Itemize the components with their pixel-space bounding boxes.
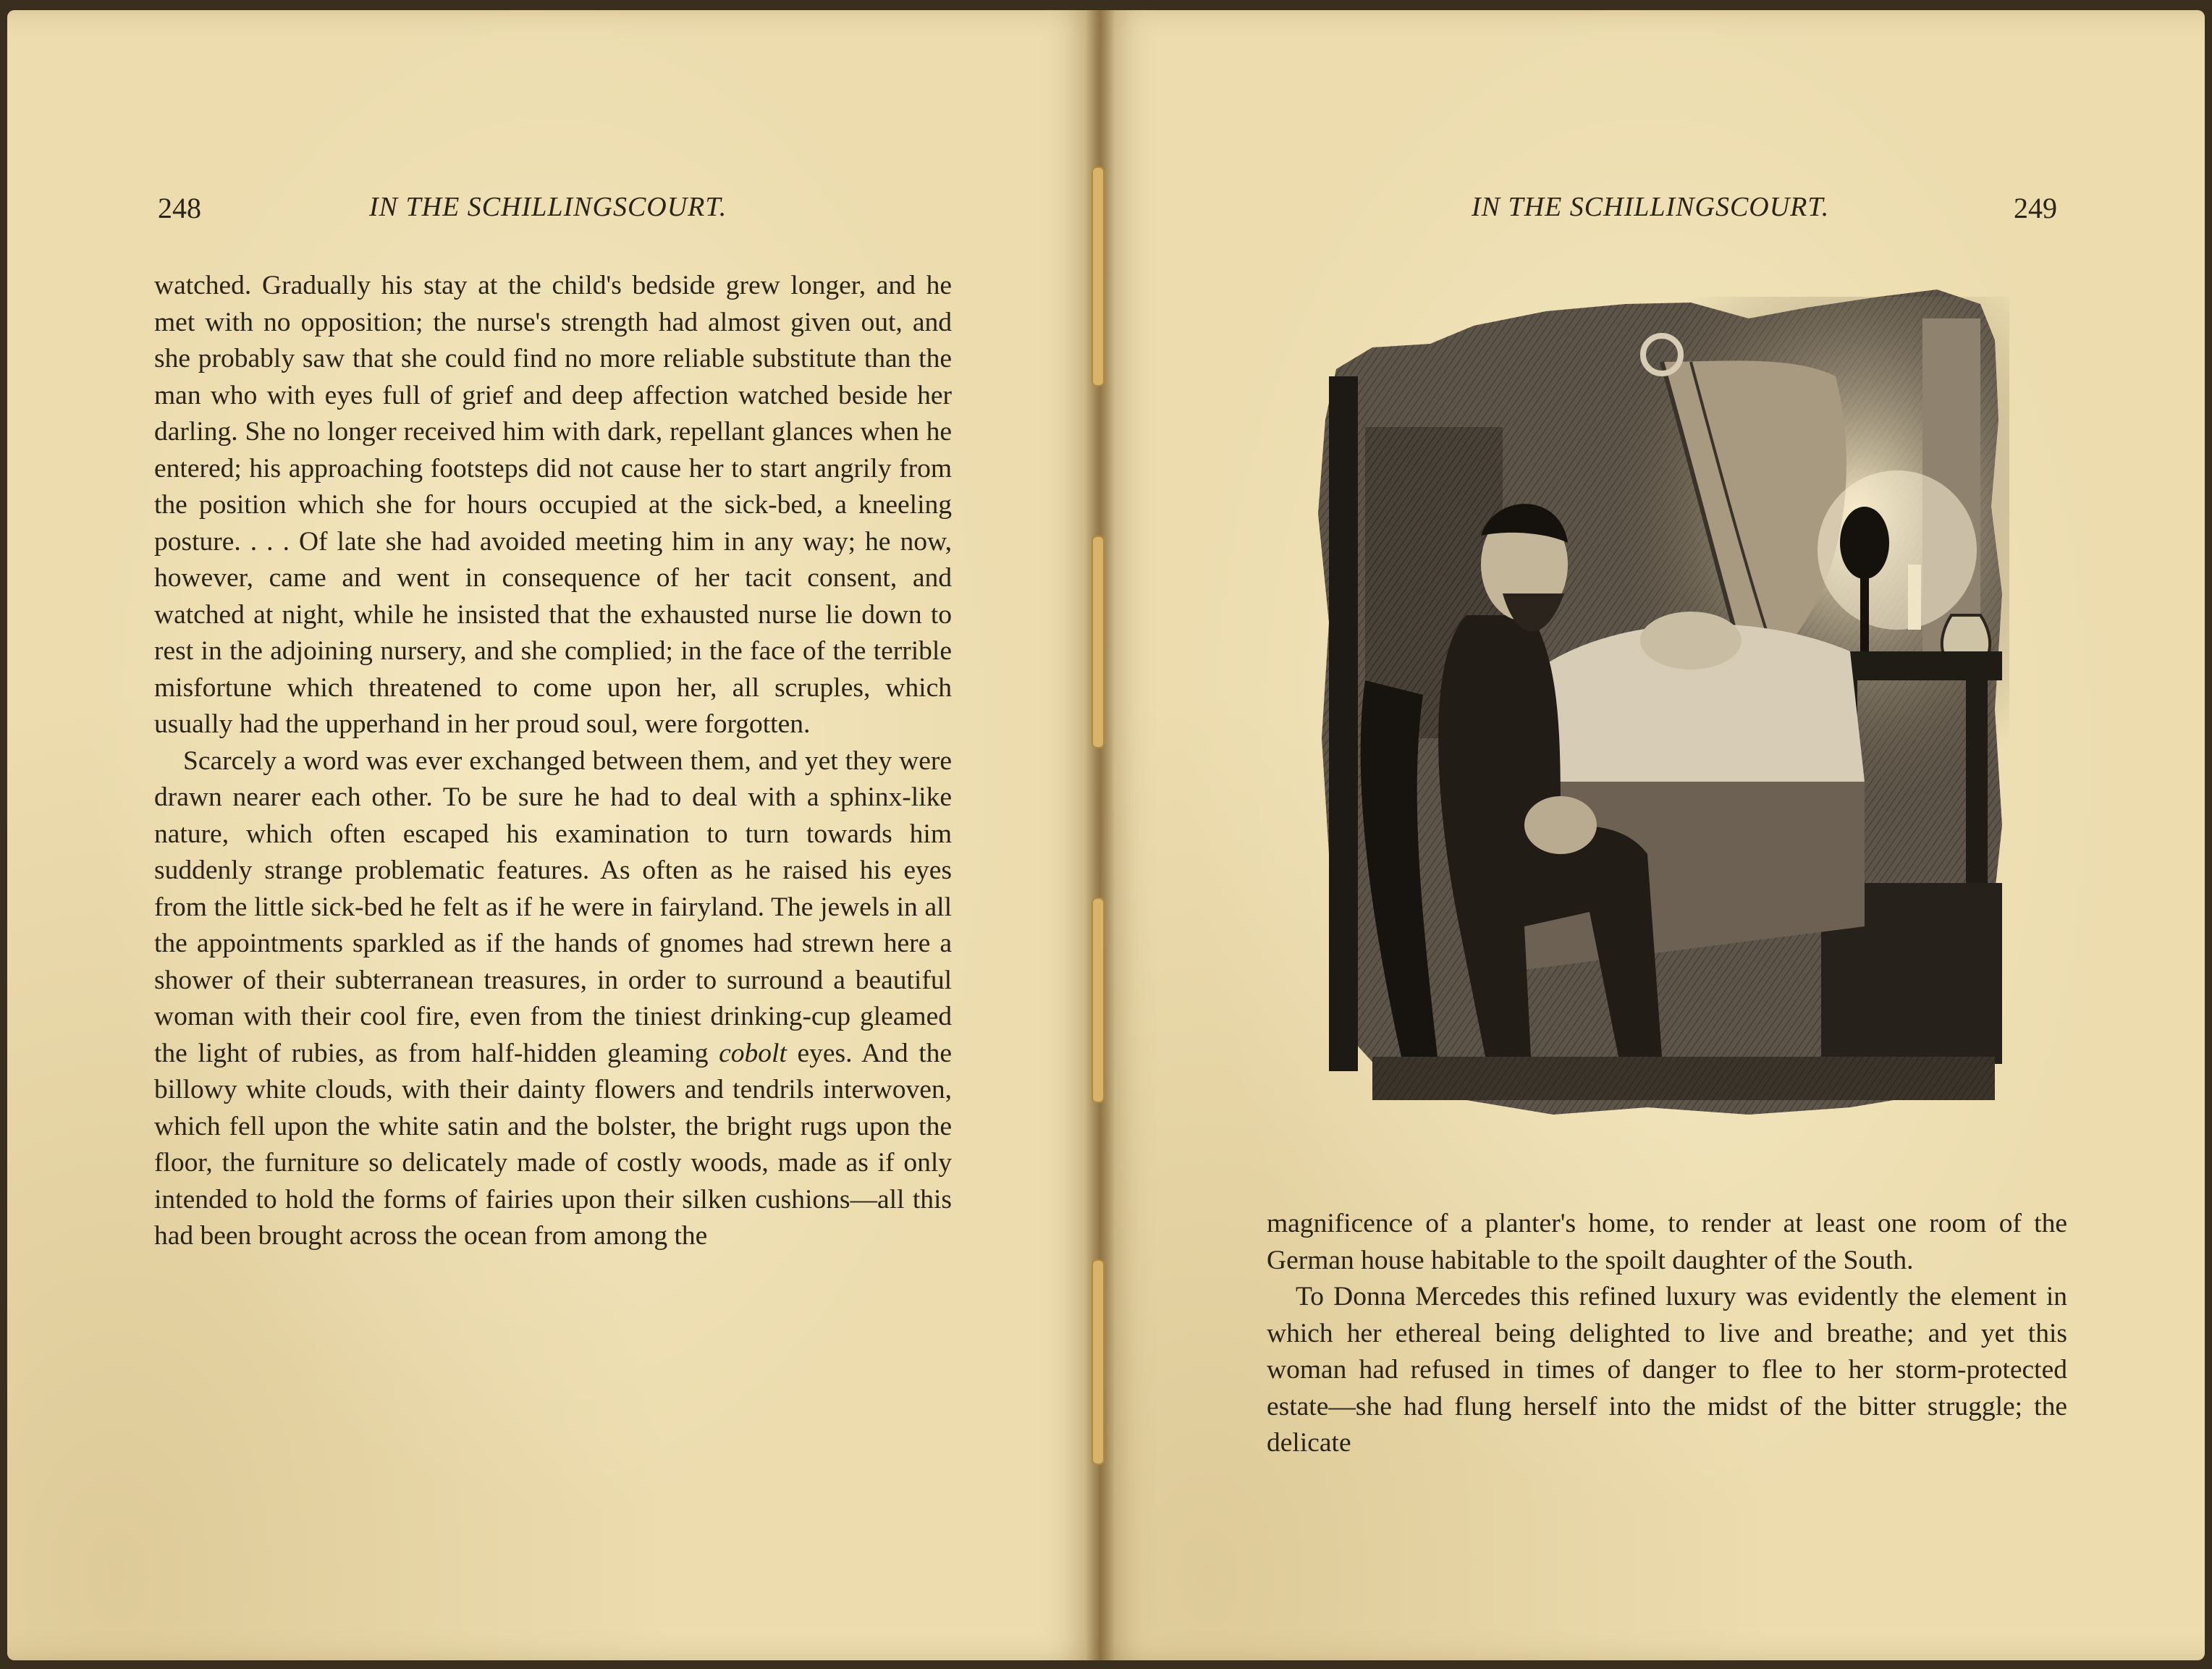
right-body-text	[1267, 1206, 2067, 1462]
left-paragraph-2-text: Scarcely a word was ever exchanged between them, and yet they were drawn nearer each other. To be sure he had to deal with a sphinx-like nature, which often escaped his examination to turn towards him suddenly strange problematic features. As often as he raised his eyes from the little sick-bed he felt as if he were in fairyland. The jewels in all the appointments sparkled as if the hands of gnomes had strewn here a shower of their subterranean treasures, in order to surround a beautiful woman with their cool fire, even from the tiniest drinking-cup gleamed the light of rubies, as from half-hidden gleaming	[154, 745, 952, 1068]
left-page-number: 248	[158, 192, 201, 224]
right-running-head: IN THE SCHILLINGSCOURT.	[1472, 192, 1830, 222]
engraving-illustration	[1286, 275, 2009, 1151]
binding-stitch	[1092, 536, 1105, 748]
binding-stitch	[1092, 166, 1105, 386]
engraving-man-at-bedside-icon	[1286, 275, 2009, 1151]
right-paragraph-1: magnificence of a planter's home, to render at least one room of the German house habitable to the spoilt daughter of the South.	[1267, 1209, 2067, 1275]
left-paragraph-2-tail: eyes. And the billowy white clouds, with their dainty flowers and tendrils interwoven, which fell upon the white satin and the bolster, the bright rugs upon the floor, the furniture so delicately made of costly woods, made as if only intended to hold the forms of fairies upon their silken cushions—all this had been brought across the ocean from among the	[154, 1038, 953, 1251]
left-paragraph-1: watched. Gradually his stay at the child's bedside grew longer, and he met with no opposition; the nurse's strength had almost given out, and she probably saw that she could find no more reliable substitute than the man who with eyes full of grief and deep affection watched beside her darling. She no longer received him with dark, repellant glances when he entered; his approaching footsteps did not cause her to start angrily from the position which she for hours occupied at the sick-bed, a kneeling posture. . . . Of late she had avoided meeting him in any way; he now, however, came and went in consequence of her tacit consent, and watched at night, while he insisted that the exhausted nurse lie down to rest in the adjoining nursery, and she complied; in the face of the terrible misfortune which threatened to come upon her, all scruples, which usually had the upperhand in her proud soul, were forgotten.	[154, 271, 952, 739]
binding-stitch	[1092, 897, 1105, 1103]
italic-word: cobolt	[719, 1038, 787, 1068]
binding-stitch	[1092, 1259, 1105, 1465]
right-paragraph-2: To Donna Mercedes this refined luxury was evidently the element in which her ethereal being delighted to live and breathe; and yet this woman had refused in times of danger to flee to her storm-protected estate—she had flung herself into the midst of the bitter struggle; the delicate	[1267, 1282, 2067, 1458]
left-body-text	[154, 268, 952, 1255]
left-paragraph-2	[154, 743, 952, 1255]
left-page	[7, 10, 1099, 1660]
right-page-number: 249	[2014, 192, 2057, 224]
left-running-head: IN THE SCHILLINGSCOURT.	[369, 192, 727, 222]
